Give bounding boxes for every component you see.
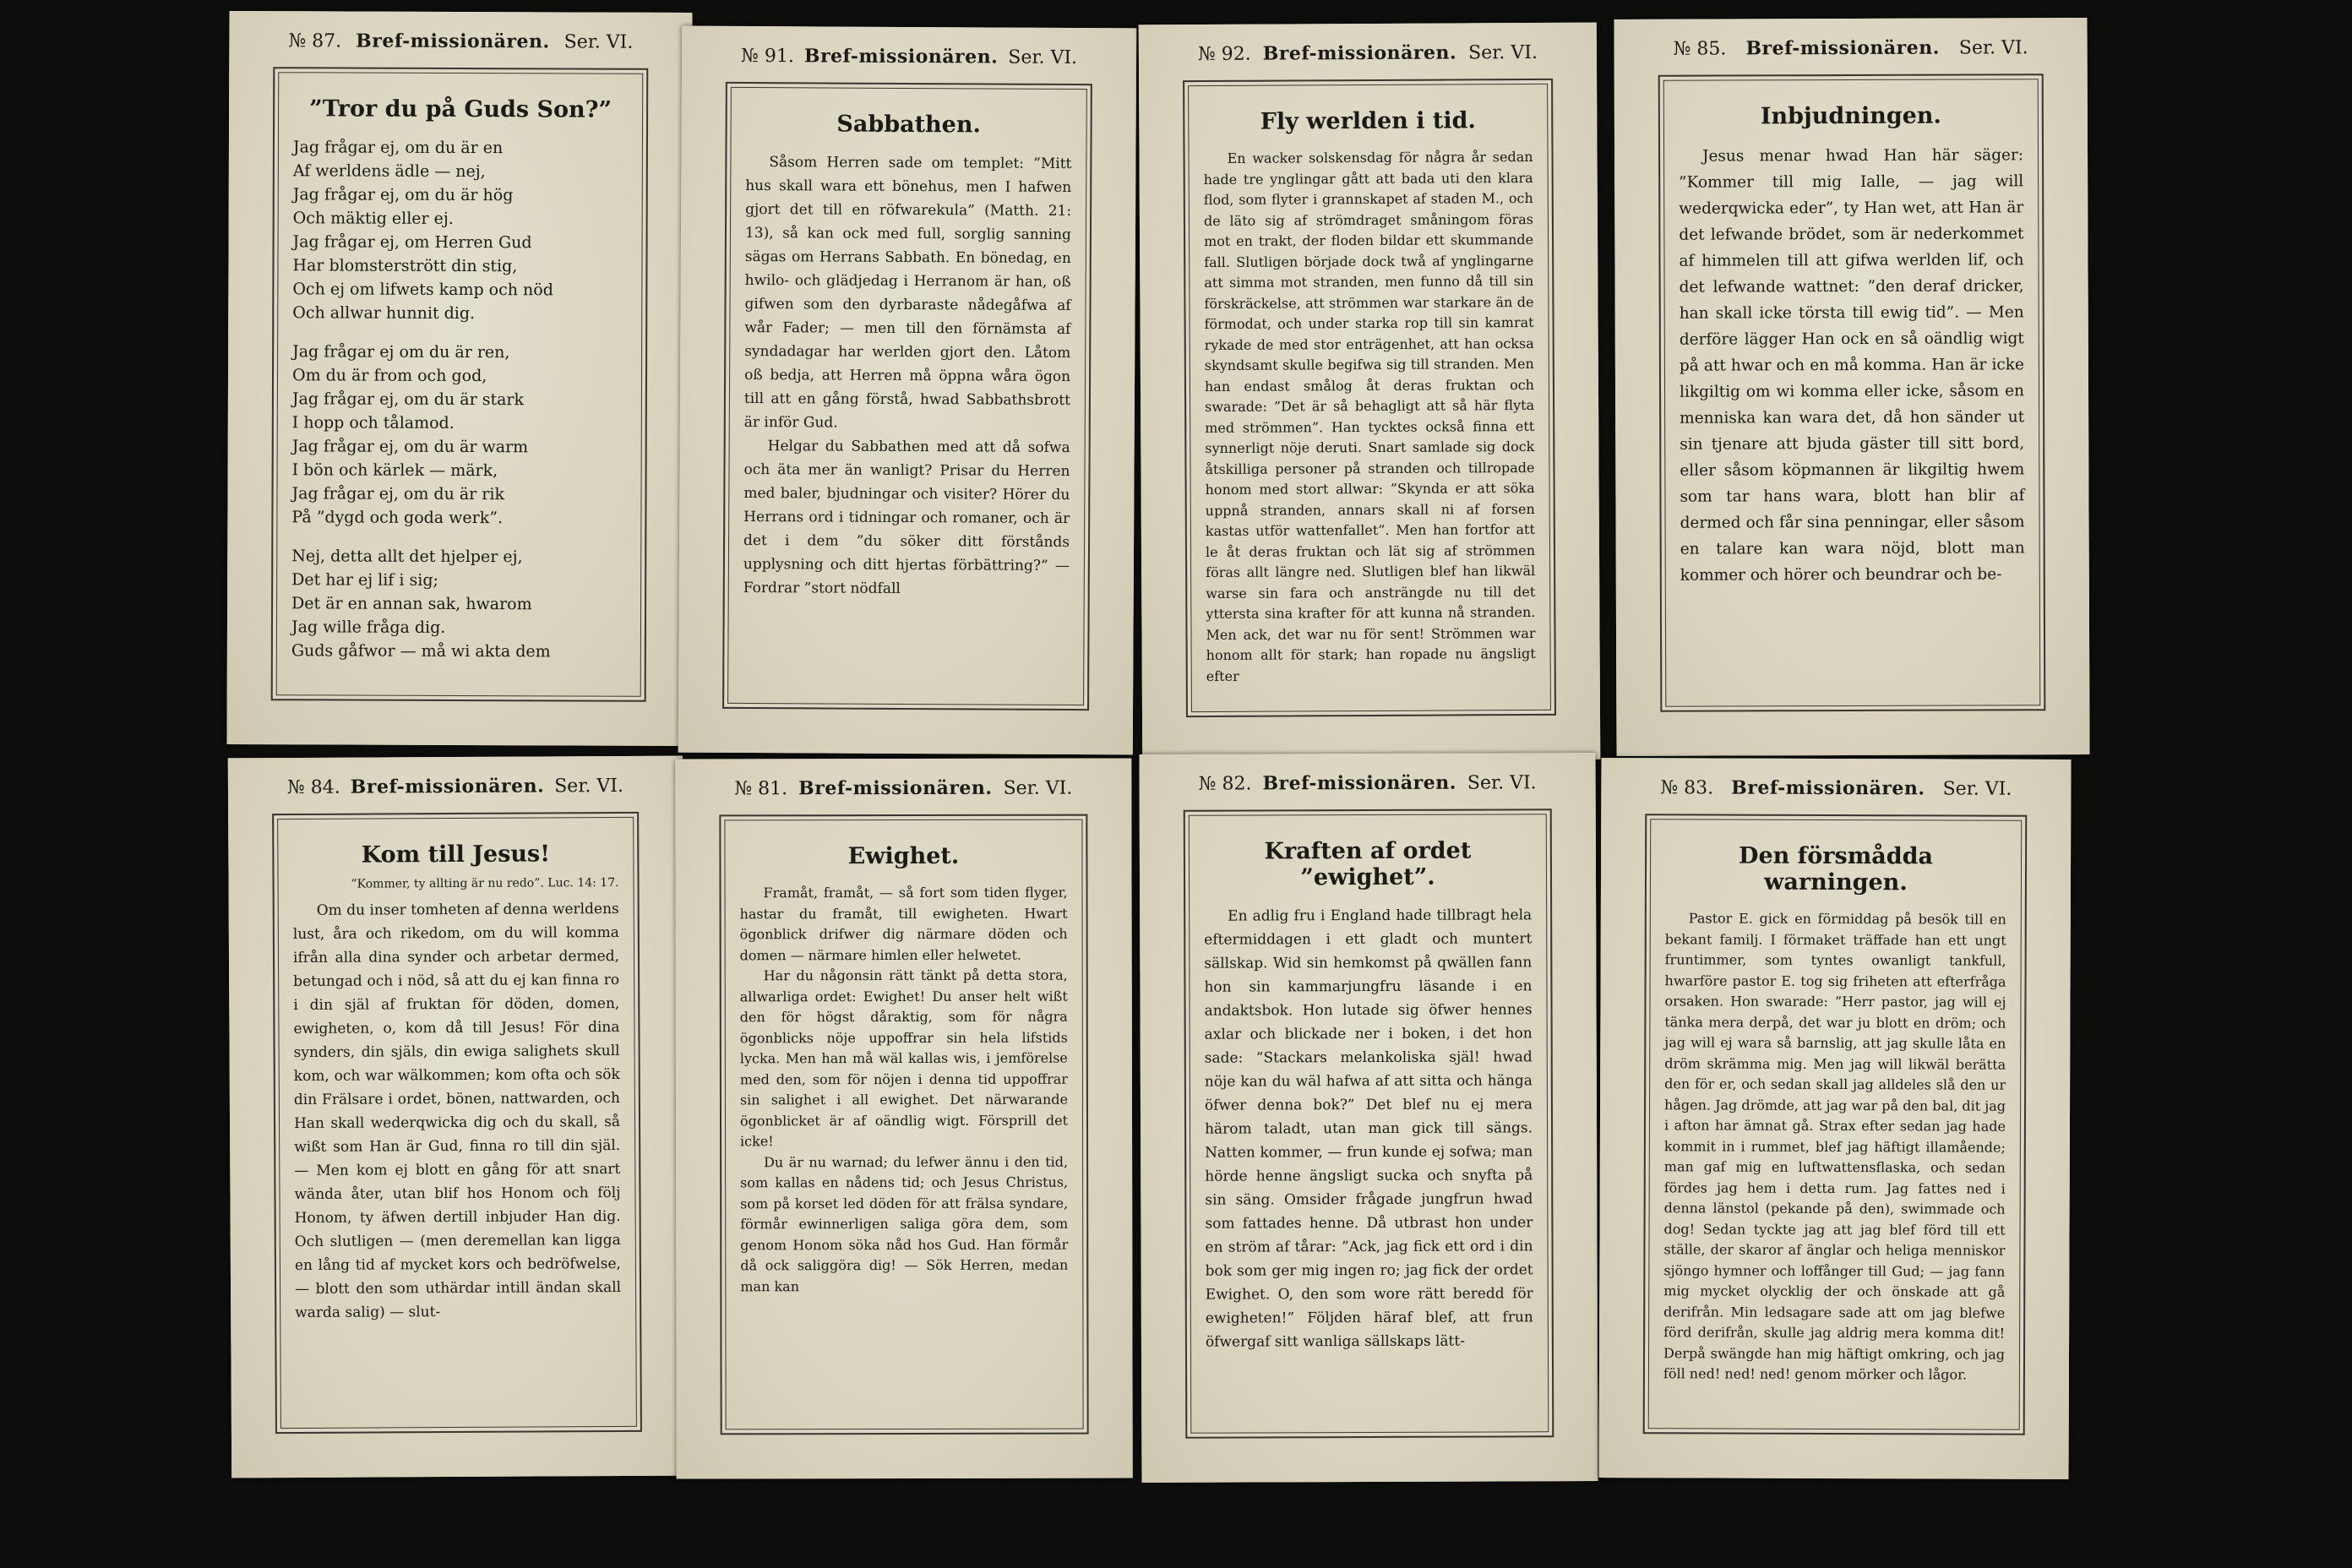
poem-line: Guds gåfwor — må wi akta dem (291, 641, 551, 662)
series-label: Ser. VI. (1003, 777, 1073, 799)
poem-line: Om du är from och god, (291, 366, 487, 386)
poem-line: Jag wille fråga dig. (291, 618, 446, 637)
card-number: № 82. (1198, 773, 1252, 795)
poem-body (291, 135, 628, 663)
card-83 (1599, 758, 2072, 1479)
card-number: № 84. (286, 776, 340, 799)
card-number: № 92. (1197, 43, 1251, 66)
poem-line: Jag frågar ej om du är ren, (292, 342, 510, 362)
poem-line: Jag frågar ej, om du är hög (292, 185, 514, 205)
series-label: Ser. VI. (1942, 778, 2012, 800)
paragraph: Du är nu warnad; du lefwer ännu i den tid, som kallas en nådens tid; och Jesus Christus, som på korset led döden för att frälsa syndare, förmår ewinnerligen saliga göra dem, som genom Honom söka nåd hos Gud. Han förmår då ock saliggöra dig! — Sök Herren, medan man kan (740, 1153, 1069, 1294)
poem-line: Nej, detta allt det hjelper ej, (291, 547, 523, 567)
card-84 (228, 756, 686, 1478)
publication-name: Bref-missionären. (1745, 36, 1940, 60)
poem-line: I bön och kärlek — märk, (291, 460, 498, 481)
poem-line: Och ej om lifwets kamp och nöd (292, 280, 553, 300)
card-82 (1139, 753, 1598, 1483)
publication-name: Bref-missionären. (356, 30, 550, 53)
card-87 (226, 11, 692, 746)
paragraph: Framåt, framåt, — så fort som tiden flyger, hastar du framåt, till ewigheten. Hwart ögonblick drifwer dig närmare döden och domen — närmare himlen eller helwetet. (739, 884, 1068, 963)
publication-name: Bref-missionären. (350, 775, 545, 798)
card-85 (1614, 18, 2089, 756)
card-title: Ewighet. (847, 842, 960, 870)
card-number: № 91. (741, 45, 794, 68)
text-frame (1184, 808, 1554, 1439)
poem-line: I hopp och tålamod. (291, 413, 455, 433)
series-label: Ser. VI. (554, 775, 624, 798)
card-title: Fly werlden i tid. (1260, 107, 1476, 135)
poem-line: Jag frågar ej, om du är stark (291, 389, 525, 410)
card-title: Kom till Jesus! (361, 841, 551, 868)
poem-stanza (291, 340, 627, 530)
poem-line: Jag frågar ej, om du är en (292, 138, 504, 158)
poem-line: Har blomsterstrött din stig, (292, 256, 518, 276)
text-frame (1183, 79, 1556, 717)
poem-line: Det är en annan sak, hwarom (291, 594, 532, 614)
paragraph: Helgar du Sabbathen med att då sofwa och äta mer än wanligt? Prisar du Herren med baler, bjudningar och visiter? Hörer du Herrans ord i tidningar och romaner, och är det i dem ”du söker ditt förstånds upplysning och ditt hjertas förbättring?” — Fordrar ”stort nödfall (743, 438, 1070, 597)
text-frame (272, 812, 642, 1434)
poem-line: Af werldens ädle — nej, (292, 161, 486, 182)
series-label: Ser. VI. (1467, 772, 1537, 794)
poem-line: Jag frågar ej, om du är warm (291, 437, 529, 457)
card-title: Sabbathen. (836, 111, 982, 139)
publication-name: Bref-missionären. (798, 776, 993, 800)
poem-stanza (291, 544, 626, 663)
series-label: Ser. VI. (564, 31, 634, 53)
poem-line: Och mäktig eller ej. (292, 209, 454, 228)
card-81 (675, 759, 1132, 1479)
text-body (1204, 903, 1533, 1353)
poem-line: Jag frågar ej, om Herren Gud (292, 232, 532, 253)
text-body (1663, 908, 2006, 1386)
series-label: Ser. VI. (1958, 37, 2028, 59)
card-motto: ”Kommer, ty allting är nu redo”. Luc. 14: 17. (351, 875, 619, 891)
poem-line: Det har ej lif i sig; (291, 570, 438, 590)
paragraph: Jesus menar hwad Han här säger: ”Kommer till mig Ialle, — jag will wederqwicka eder”, ty Han wet, att Han är det lefwande brödet, som är nederkommet af himmelen till att gifwa werlden lif, och det lefwande wattnet: ”den deraf dricker, han skall icke törsta till ewig tid”. — Men derföre lägger Han ock en så oändlig wigt på att hwar och en må komma. Han är icke likgiltig om wi komma eller icke, såsom en menniska kan wara det, då hon sänder ut sin tjenare att bjuda gäster till sitt bord, eller såsom köpmannen är likgiltig hwem som tar hans wara, blott han blir af dermed och får sina penningar, eller såsom en talare kan wara nöjd, blott man kommer och hörer och beundrar och be- (1679, 146, 2025, 585)
card-number: № 83. (1660, 777, 1714, 799)
text-frame (719, 814, 1088, 1435)
text-frame (1643, 814, 2028, 1435)
card-92 (1139, 23, 1601, 762)
publication-name: Bref-missionären. (803, 45, 999, 68)
series-label: Ser. VI. (1468, 41, 1538, 64)
paragraph: Har du någonsin rätt tänkt på detta stora, allwarliga ordet: Ewighet! Du anser helt wißt den för högst dåraktig, som för några ögonblicks nöje uppoffrar sin hela lifstids lycka. Men han må wäl kallas wis, i jemförelse med den, som för nöjen i denna tid uppoffrar sin salighet i all ewighet. Det närwarande ögonblicket är af oändlig wigt. Försprill det icke! (739, 966, 1069, 1150)
paragraph: En wacker solskensdag för några år sedan hade tre ynglingar gått att bada uti den klara flod, som flyter i grannskapet af staden M., och de läto sig af strömdraget småningom föras mot en trakt, der floden bildar ett skummande fall. Slutligen började dock twå af ynglingarne att simma mot stranden, men funno då till sin förskräckelse, att strömmen war starkare än de förmodat, och under starka rop till sin kamrat rykade de med stor enträgenhet, att han ocksa skyndsamt skulle begifwa sig till stranden. Men han endast smålog åt deras fruktan och swarade: ”Det är så behagligt att så här flyta med strömmen”. Han tycktes också finna ett synnerligt nöje deruti. Snart samlade sig dock åtskilliga personer på stranden och tillropade honom med stort allwar: ”Skynda er att söka uppnå stranden, annars skall ni af forsen kastas utför wattenfallet”. Men han fortfor att le åt deras fruktan och lät sig af strömmen föras allt längre ned. Slutligen blef han likwäl warse sin fara och ansträngde nu till det yttersta sina krafter för att kunna nå stranden. Men ack, det war nu för sent! Strömmen war honom allt för stark; han ropade nu ängsligt efter (1203, 148, 1536, 684)
card-number: № 85. (1673, 38, 1727, 60)
card-title: Inbjudningen. (1760, 102, 1941, 130)
card-title: Kraften af ordet ”ewighet”. (1264, 837, 1472, 891)
card-number: № 81. (734, 778, 788, 800)
text-frame (722, 82, 1092, 710)
text-body (1203, 147, 1535, 687)
card-title: Den försmådda warningen. (1739, 842, 1934, 896)
poem-line: Jag frågar ej, om du är rik (291, 484, 505, 504)
poem-line: Och allwar hunnit dig. (292, 303, 476, 324)
text-body (740, 883, 1069, 1298)
paragraph: Såsom Herren sade om templet: ”Mitt hus skall wara ett bönehus, men I hafwen gjort det till en röfwarekula” (Matth. 21: 13), så kan ock med full, sorglig sanning sägas om Herrans Sabbath. En bönedag, en hwilo- och glädjedag i Herranom är han, oß gifwen som den dyrbaraste nådegåfwa af wår Fader; — men till den förnämsta af syndadagar har werlden gjort den. Låtom oß bedja, att Herren må öppna wåra ögon till att en gång förstå, hwad Sabbathsbrott är inför Gud. (743, 154, 1072, 432)
text-frame (1658, 74, 2046, 712)
publication-name: Bref-missionären. (1262, 771, 1456, 795)
poem-stanza (292, 135, 628, 325)
text-body (1679, 142, 2025, 588)
publication-name: Bref-missionären. (1262, 41, 1457, 65)
card-number: № 87. (288, 30, 342, 52)
card-title: ”Tror du på Guds Son?” (309, 95, 612, 123)
paragraph: En adlig fru i England hade tillbragt hela eftermiddagen i ett gladt och muntert sällskap. Wid sin hemkomst på qwällen fann hon sin kammarjungfru läsande i en andaktsbok. Hon lutade sig öfwer hennes axlar och blickade ner i boken, i det hon sade: ”Stackars melankoliska själ! hwad nöje kan du wäl hafwa af att sitta och hänga öfwer denna bok?” Det blef nu ej mera härom taladt, utan man gick till sängs. Natten kommer, — frun kunde ej sofwa; man hörde henne ängsligt sucka och snyfta på sin säng. Omsider frågade jungfrun hwad som fattades henne. Då utbrast hon under en ström af tårar: ”Ack, jag fick ett ord i din bok som ger mig ingen ro; jag fick der ordet Ewighet. O, den som wore rätt beredd för ewigheten!” Följden häraf blef, att frun öfwergaf sitt wanliga sällskaps lätt- (1204, 906, 1533, 1351)
publication-name: Bref-missionären. (1731, 776, 1925, 800)
card-91 (678, 26, 1136, 755)
text-body (293, 897, 622, 1325)
text-body (743, 150, 1072, 602)
text-frame (271, 67, 649, 702)
series-label: Ser. VI. (1008, 46, 1078, 69)
paragraph: Pastor E. gick en förmiddag på besök till en bekant familj. I förmaket träffade han ett ungt fruntimmer, som tyntes owanligt tankfull, hwarföre pastor E. tog sig friheten att efterfråga orsaken. Hon swarade: ”Herr pastor, jag will ej tänka mera derpå, det war ju blott en dröm; och jag will ej wara så barnslig, att jag skulle låta en dröm skrämma mig. Men jag will likwäl berätta den för er, och sedan skall jag alldeles slå den ur hågen. Jag drömde, att jag war på den bal, dit jag i afton har ämnat gå. Strax efter sedan jag hade kommit in i rummet, blef jag häftigt illamående; man gaf mig en luftwattensflaska, och sedan fördes jag hem i detta rum. Jag fattes ned i denna länstol (pekande på den), swimmade och dog! Sedan tyckte jag att jag blef förd till ett ställe, der skaror af änglar och heliga menniskor sjöngo hymner och loffånger till Gud; — jag fann mig mycket olycklig der och önskade att gå derifrån. Min ledsagare sade att om jag blefwe förd derifrån, skulle jag aldrig mera komma dit! Derpå swängde han mig häftigt omkring, och jag föll ned! ned! ned! genom mörker och lågor. (1663, 910, 2006, 1383)
poem-line: På ”dygd och goda werk”. (291, 508, 504, 528)
paragraph: Om du inser tomheten af denna werldens lust, åra och rikedom, om du will komma ifrån alla dina synder och arbetar dermed, betungad och i nöd, så att du ej kan finna ro i din själ af fruktan för döden, domen, ewigheten, o, kom då till Jesus! För dina synders, din själs, din ewiga salighets skull kom, och war wälkommen; kom ofta och sök din Frälsare i ordet, bönen, nattwarden, och Han skall wederqwicka dig och du skall, så wißt som Han är Gud, finna ro till din själ. — Men kom ej blott en gång för att snart wända åter, utan blif hos Honom och följ Honom, ty äfwen dertill inbjuder Han dig. Och slutligen — (men deremellan kan ligga en lång tid af mycket kors och bedröfwelse, — blott den som uthärdar intill ändan skall warda salig) — slut- (292, 900, 622, 1322)
